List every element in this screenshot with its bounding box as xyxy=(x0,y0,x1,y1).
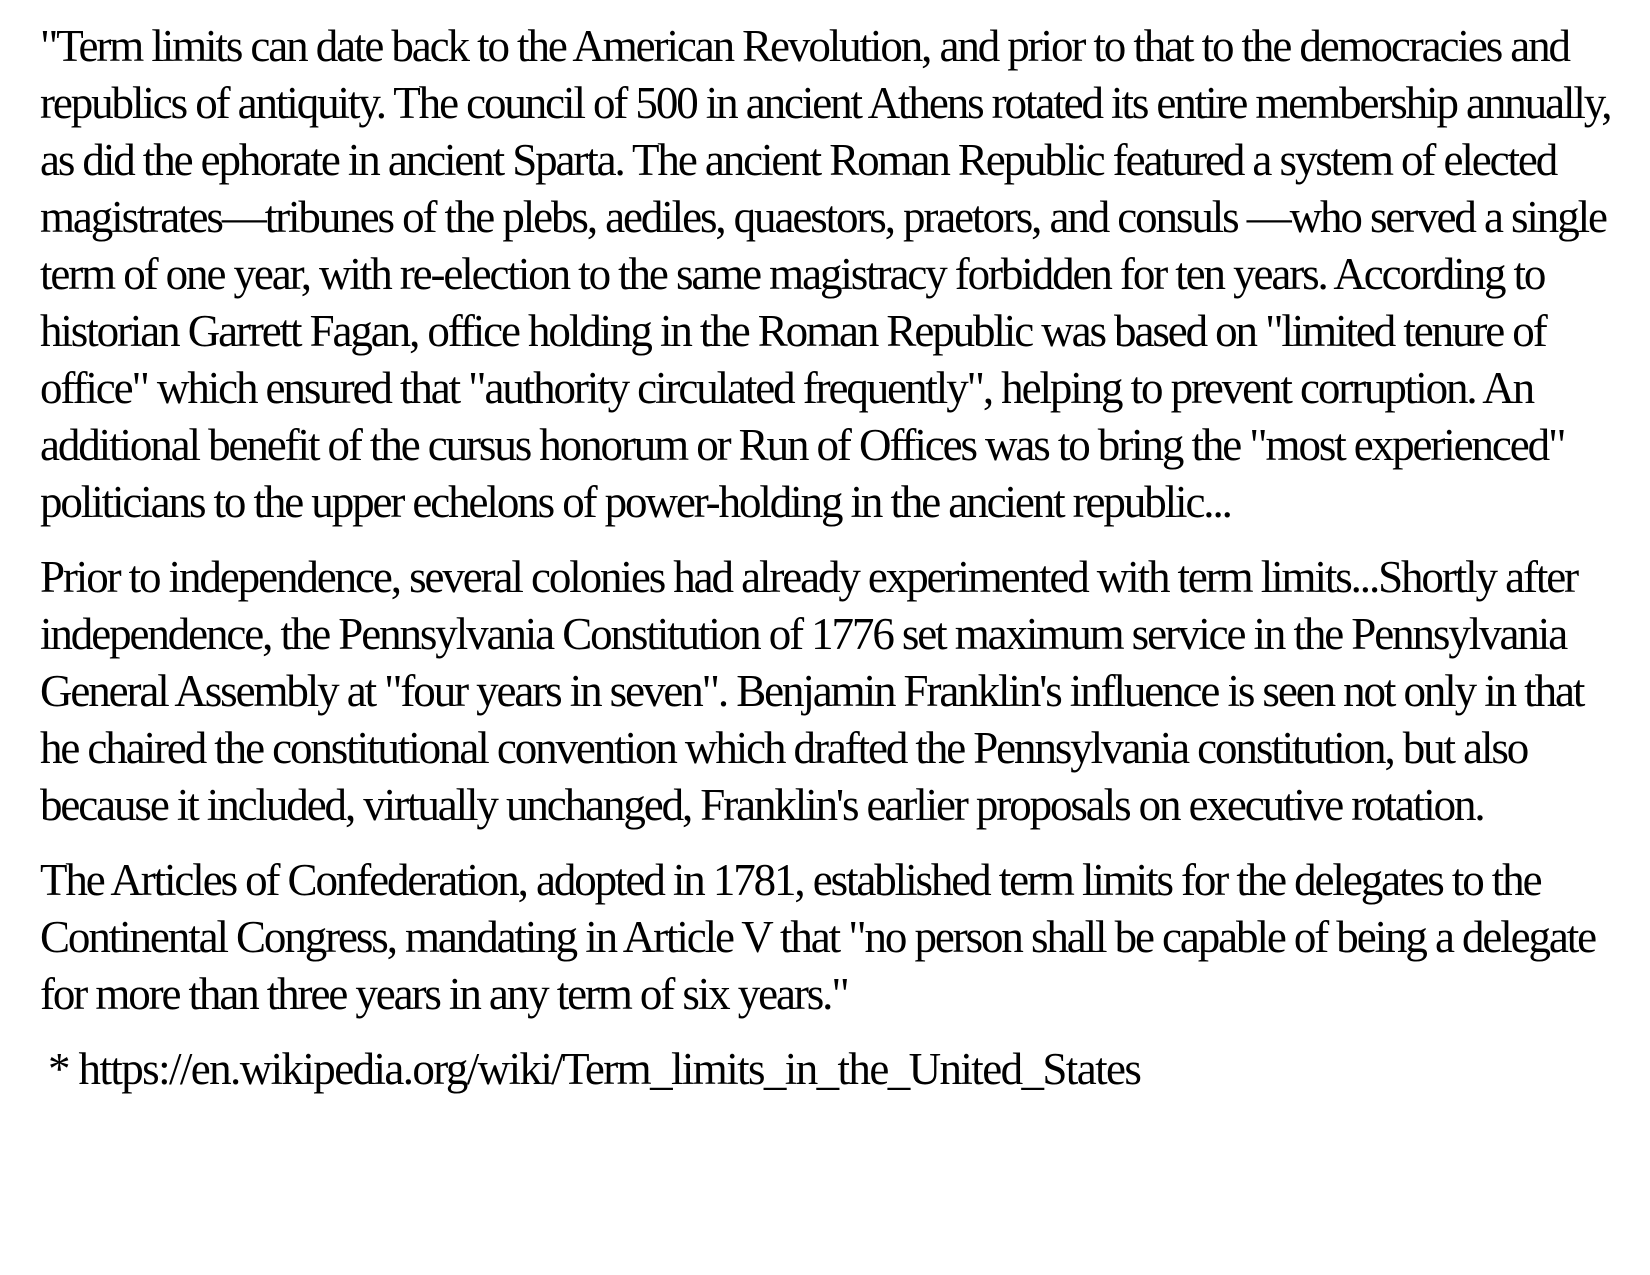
paragraph-antiquity: "Term limits can date back to the American Revolution, and prior to that to the democracies and republics of antiquity. The council of 500 in ancient Athens rotated its entire membership annually, as did the ephorate in ancient Sparta. The ancient Roman Republic featured a system of elected magistrates—tribunes of the plebs, aediles, quaestors, praetors, and consuls —who served a single term of one year, with re-election to the same magistracy forbidden for ten years. According to historian Garrett Fagan, office holding in the Roman Republic was based on "limited tenure of office" which ensured that "authority circulated frequently", helping to prevent corruption. An additional benefit of the cursus honorum or Run of Offices was to bring the "most experienced" politicians to the upper echelons of power-holding in the ancient republic... xyxy=(40,21,1611,527)
source-citation: * https://en.wikipedia.org/wiki/Term_limits_in_the_United_States xyxy=(48,1044,1141,1094)
paragraph-articles-of-confederation: The Articles of Confederation, adopted in 1781, established term limits for the delegates to the Continental Congress, mandating in Article V that "no person shall be capable of being a delegate for more than three years in any term of six years." xyxy=(40,855,1596,1019)
paragraph-colonies: Prior to independence, several colonies had already experimented with term limits...Shortly after independence, the Pennsylvania Constitution of 1776 set maximum service in the Pennsylvania General Assembly at "four years in seven". Benjamin Franklin's influence is seen not only in that he chaired the constitutional convention which drafted the Pennsylvania constitution, but also because it included, virtually unchanged, Franklin's earlier proposals on executive rotation. xyxy=(40,552,1584,830)
document-body xyxy=(40,18,1620,1098)
